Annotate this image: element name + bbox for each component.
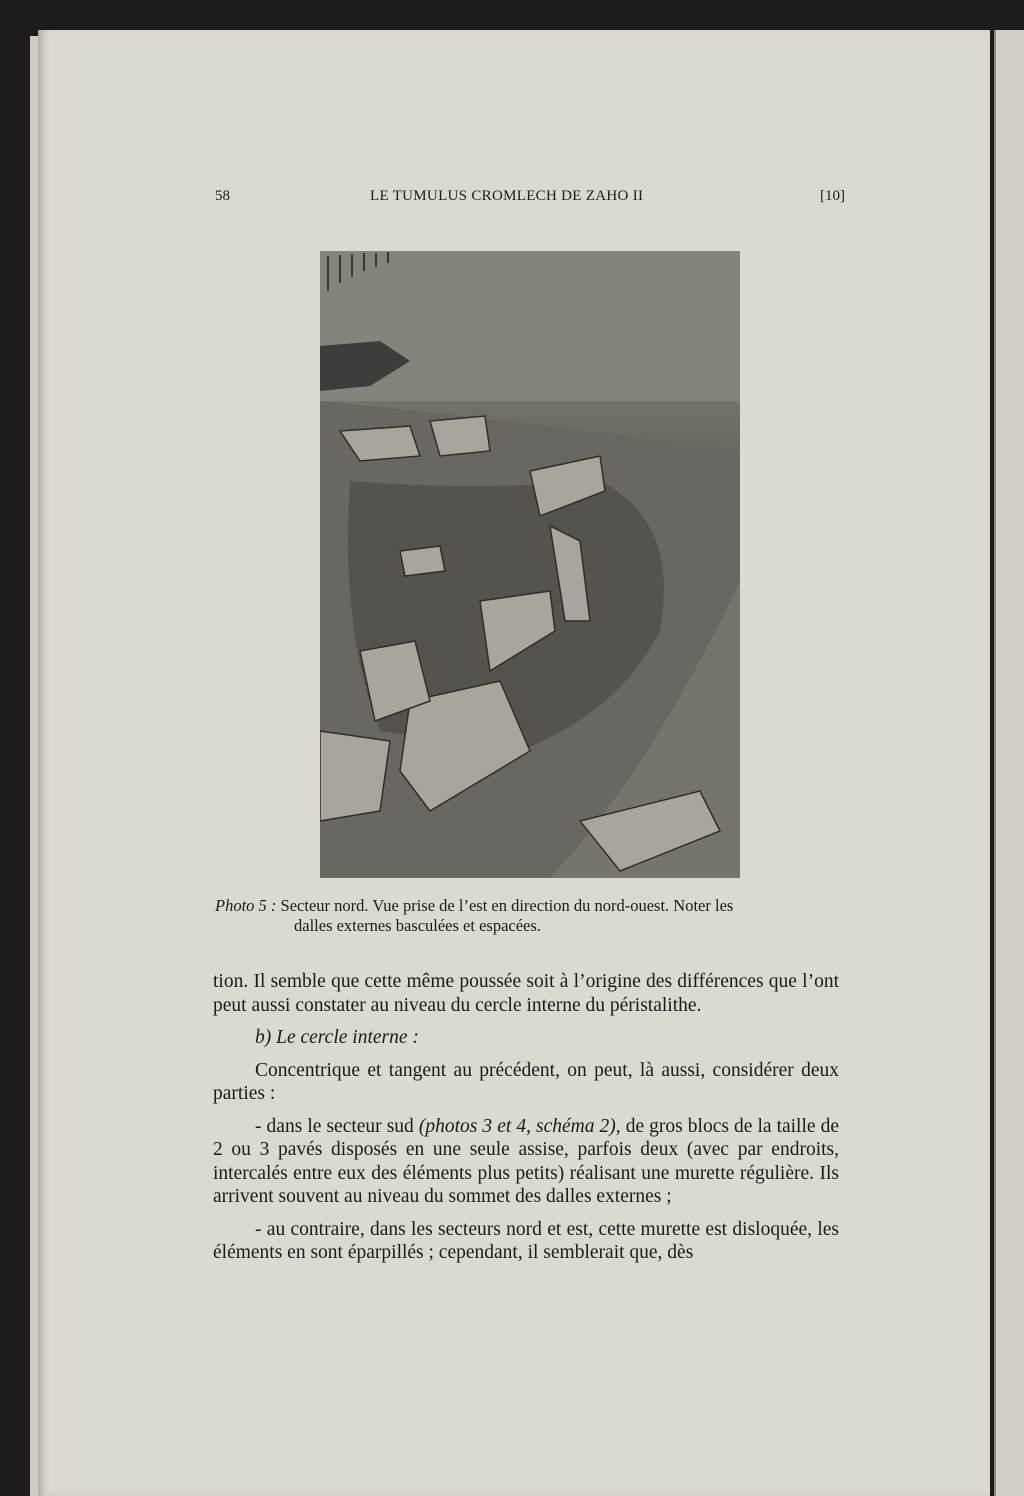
paragraph <box>213 1115 839 1209</box>
text: de gros blocs de la taille de 2 ou 3 pavés disposés en une seule assise, parfois deux (avec par endroits, intercalés entre eux des éléments plus petits) réalisant une murette régulière. Ils arrivent souvent au niveau du sommet des dalles externes ; <box>213 1115 839 1207</box>
section-heading: b) Le cercle interne : <box>255 1027 419 1048</box>
photo-excavation <box>320 251 740 878</box>
caption-line-1: Secteur nord. Vue prise de l’est en direction du nord-ouest. Noter les <box>280 896 734 915</box>
running-title: LE TUMULUS CROMLECH DE ZAHO II <box>370 188 644 204</box>
paragraph: - au contraire, dans les secteurs nord et est, cette murette est disloquée, les éléments en sont éparpillés ; cependant, il semblerait que, dès <box>213 1218 839 1263</box>
body-text <box>213 970 839 1274</box>
text: - dans le secteur sud <box>255 1115 419 1137</box>
photo-caption <box>215 896 843 936</box>
paragraph: Concentrique et tangent au précédent, on peut, là aussi, considérer deux parties : <box>213 1059 839 1104</box>
caption-line-2: dalles externes basculées et espacées. <box>294 916 541 935</box>
section-number: [10] <box>820 188 845 204</box>
paragraph: tion. Il semble que cette même poussée soit à l’origine des différences que l’ont peut aussi constater au niveau du cercle interne du péristalithe. <box>213 971 839 1016</box>
page-number: 58 <box>215 188 230 204</box>
figure-reference: (photos 3 et 4, schéma 2), <box>418 1115 621 1137</box>
next-page-edge <box>994 30 1024 1496</box>
photo-illustration <box>320 251 740 878</box>
caption-label: Photo 5 : <box>215 896 277 915</box>
